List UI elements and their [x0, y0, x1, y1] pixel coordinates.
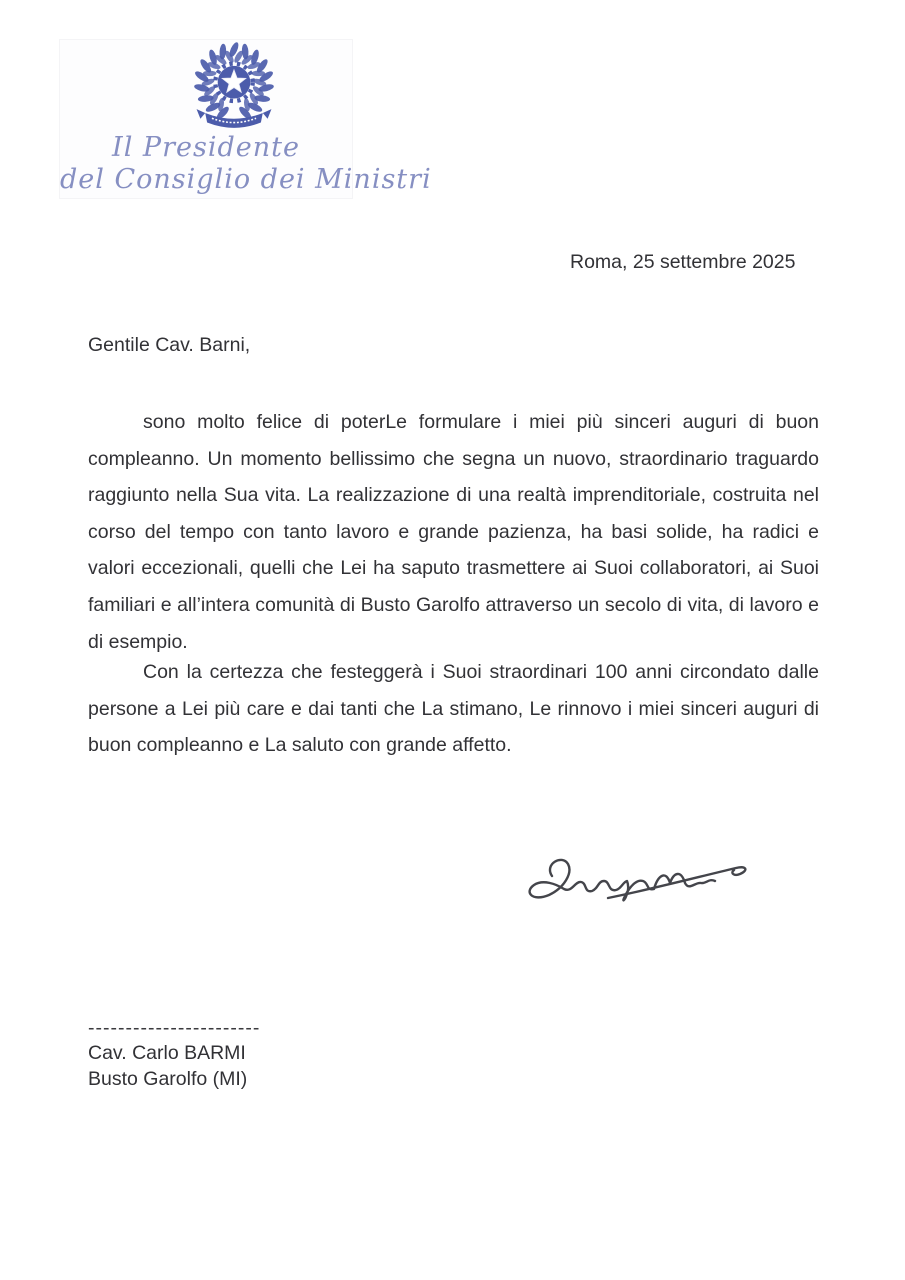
recipient-location: Busto Garolfo (MI): [88, 1068, 248, 1090]
letterhead-script-line2: del Consiglio dei Ministri: [60, 164, 432, 195]
date-line: Roma, 25 settembre 2025: [570, 251, 796, 273]
letterhead: [60, 40, 432, 198]
salutation: Gentile Cav. Barni,: [88, 334, 251, 356]
letterhead-script-line1: Il Presidente: [112, 132, 300, 163]
recipient-name: Cav. Carlo BARMI: [88, 1042, 246, 1064]
recipient-block: [88, 1016, 260, 1092]
body-paragraph-1: sono molto felice di poterLe formulare i miei più sinceri auguri di buon compleanno. Un momento bellissimo che segna un nuovo, straordinario traguardo raggiunto nella Sua vita. La realizzazione di una realtà imprenditoriale, costruita nel corso del tempo con tanto lavoro e grande pazienza, ha basi solide, ha radici e valori eccezionali, quelli che Lei ha saputo trasmettere ai Suoi collaboratori, ai Suoi familiari e all’intera comunità di Busto Garolfo attraverso un secolo di vita, di lavoro e di esempio.: [88, 411, 819, 653]
recipient-separator: -----------------------: [88, 1017, 261, 1039]
signature-handwriting-icon: [518, 840, 758, 920]
body-paragraph-2: Con la certezza che festeggerà i Suoi straordinari 100 anni circondato dalle persone a Lei più care e dai tanti che La stimano, Le rinnovo i miei sinceri auguri di buon compleanno e La saluto con grande affetto.: [88, 661, 819, 757]
italian-republic-emblem-icon: [175, 40, 293, 136]
